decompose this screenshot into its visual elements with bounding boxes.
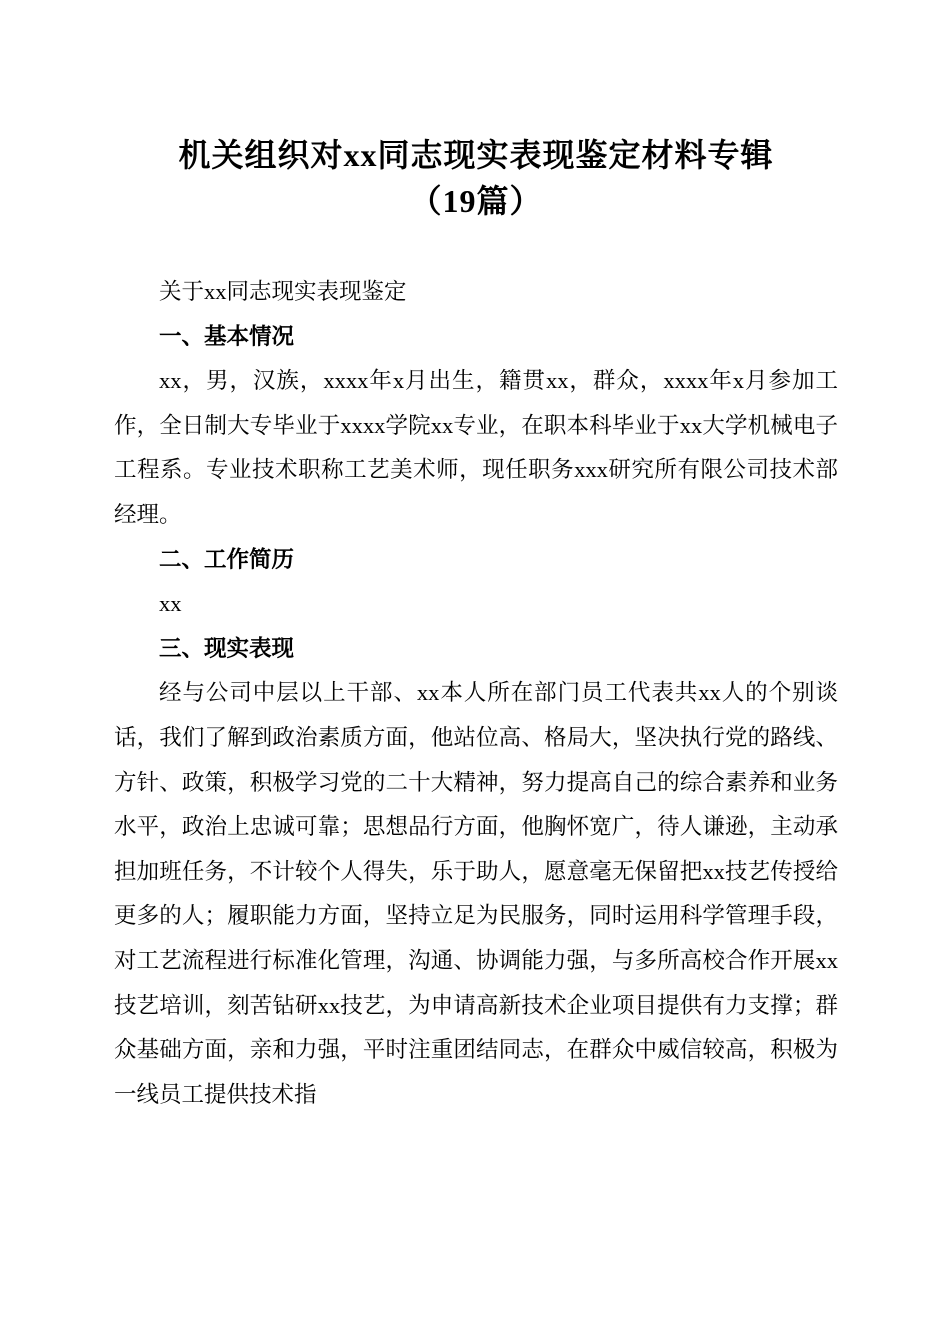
heading-section-2-work-history: 二、工作简历 [159, 546, 295, 572]
document-title-line-2: （19篇） [409, 183, 543, 219]
heading-section-1-basic-info: 一、基本情况 [159, 323, 295, 349]
paragraph-basic-info: xx，男，汉族，xxxx年x月出生，籍贯xx，群众，xxxx年x月参加工作，全日制大专毕业于xxxx学院xx专业，在职本科毕业于xx大学机械电子工程系。专业技术职称工艺美术师，现任职务xxx研究所有限公司技术部经理。 [114, 368, 838, 527]
document-title [114, 132, 838, 224]
document-content [114, 132, 838, 1117]
paragraph-subject-line: 关于xx同志现实表现鉴定 [159, 279, 407, 304]
paragraph-performance: 经与公司中层以上干部、xx本人所在部门员工代表共xx人的个别谈话，我们了解到政治素质方面，他站位高、格局大，坚决执行党的路线、方针、政策，积极学习党的二十大精神，努力提高自己的综合素养和业务水平，政治上忠诚可靠；思想品行方面，他胸怀宽广，待人谦逊，主动承担加班任务，不计较个人得失，乐于助人，愿意毫无保留把xx技艺传授给更多的人；履职能力方面，坚持立足为民服务，同时运用科学管理手段，对工艺流程进行标准化管理，沟通、协调能力强，与多所高校合作开展xx技艺培训，刻苦钻研xx技艺，为申请高新技术企业项目提供有力支撑；群众基础方面，亲和力强，平时注重团结同志，在群众中威信较高，积极为一线员工提供技术指 [114, 680, 838, 1107]
paragraph-work-history: xx [159, 591, 182, 617]
document-title-line-1: 机关组织对xx同志现实表现鉴定材料专辑 [178, 137, 774, 173]
heading-section-3-performance: 三、现实表现 [159, 635, 295, 661]
